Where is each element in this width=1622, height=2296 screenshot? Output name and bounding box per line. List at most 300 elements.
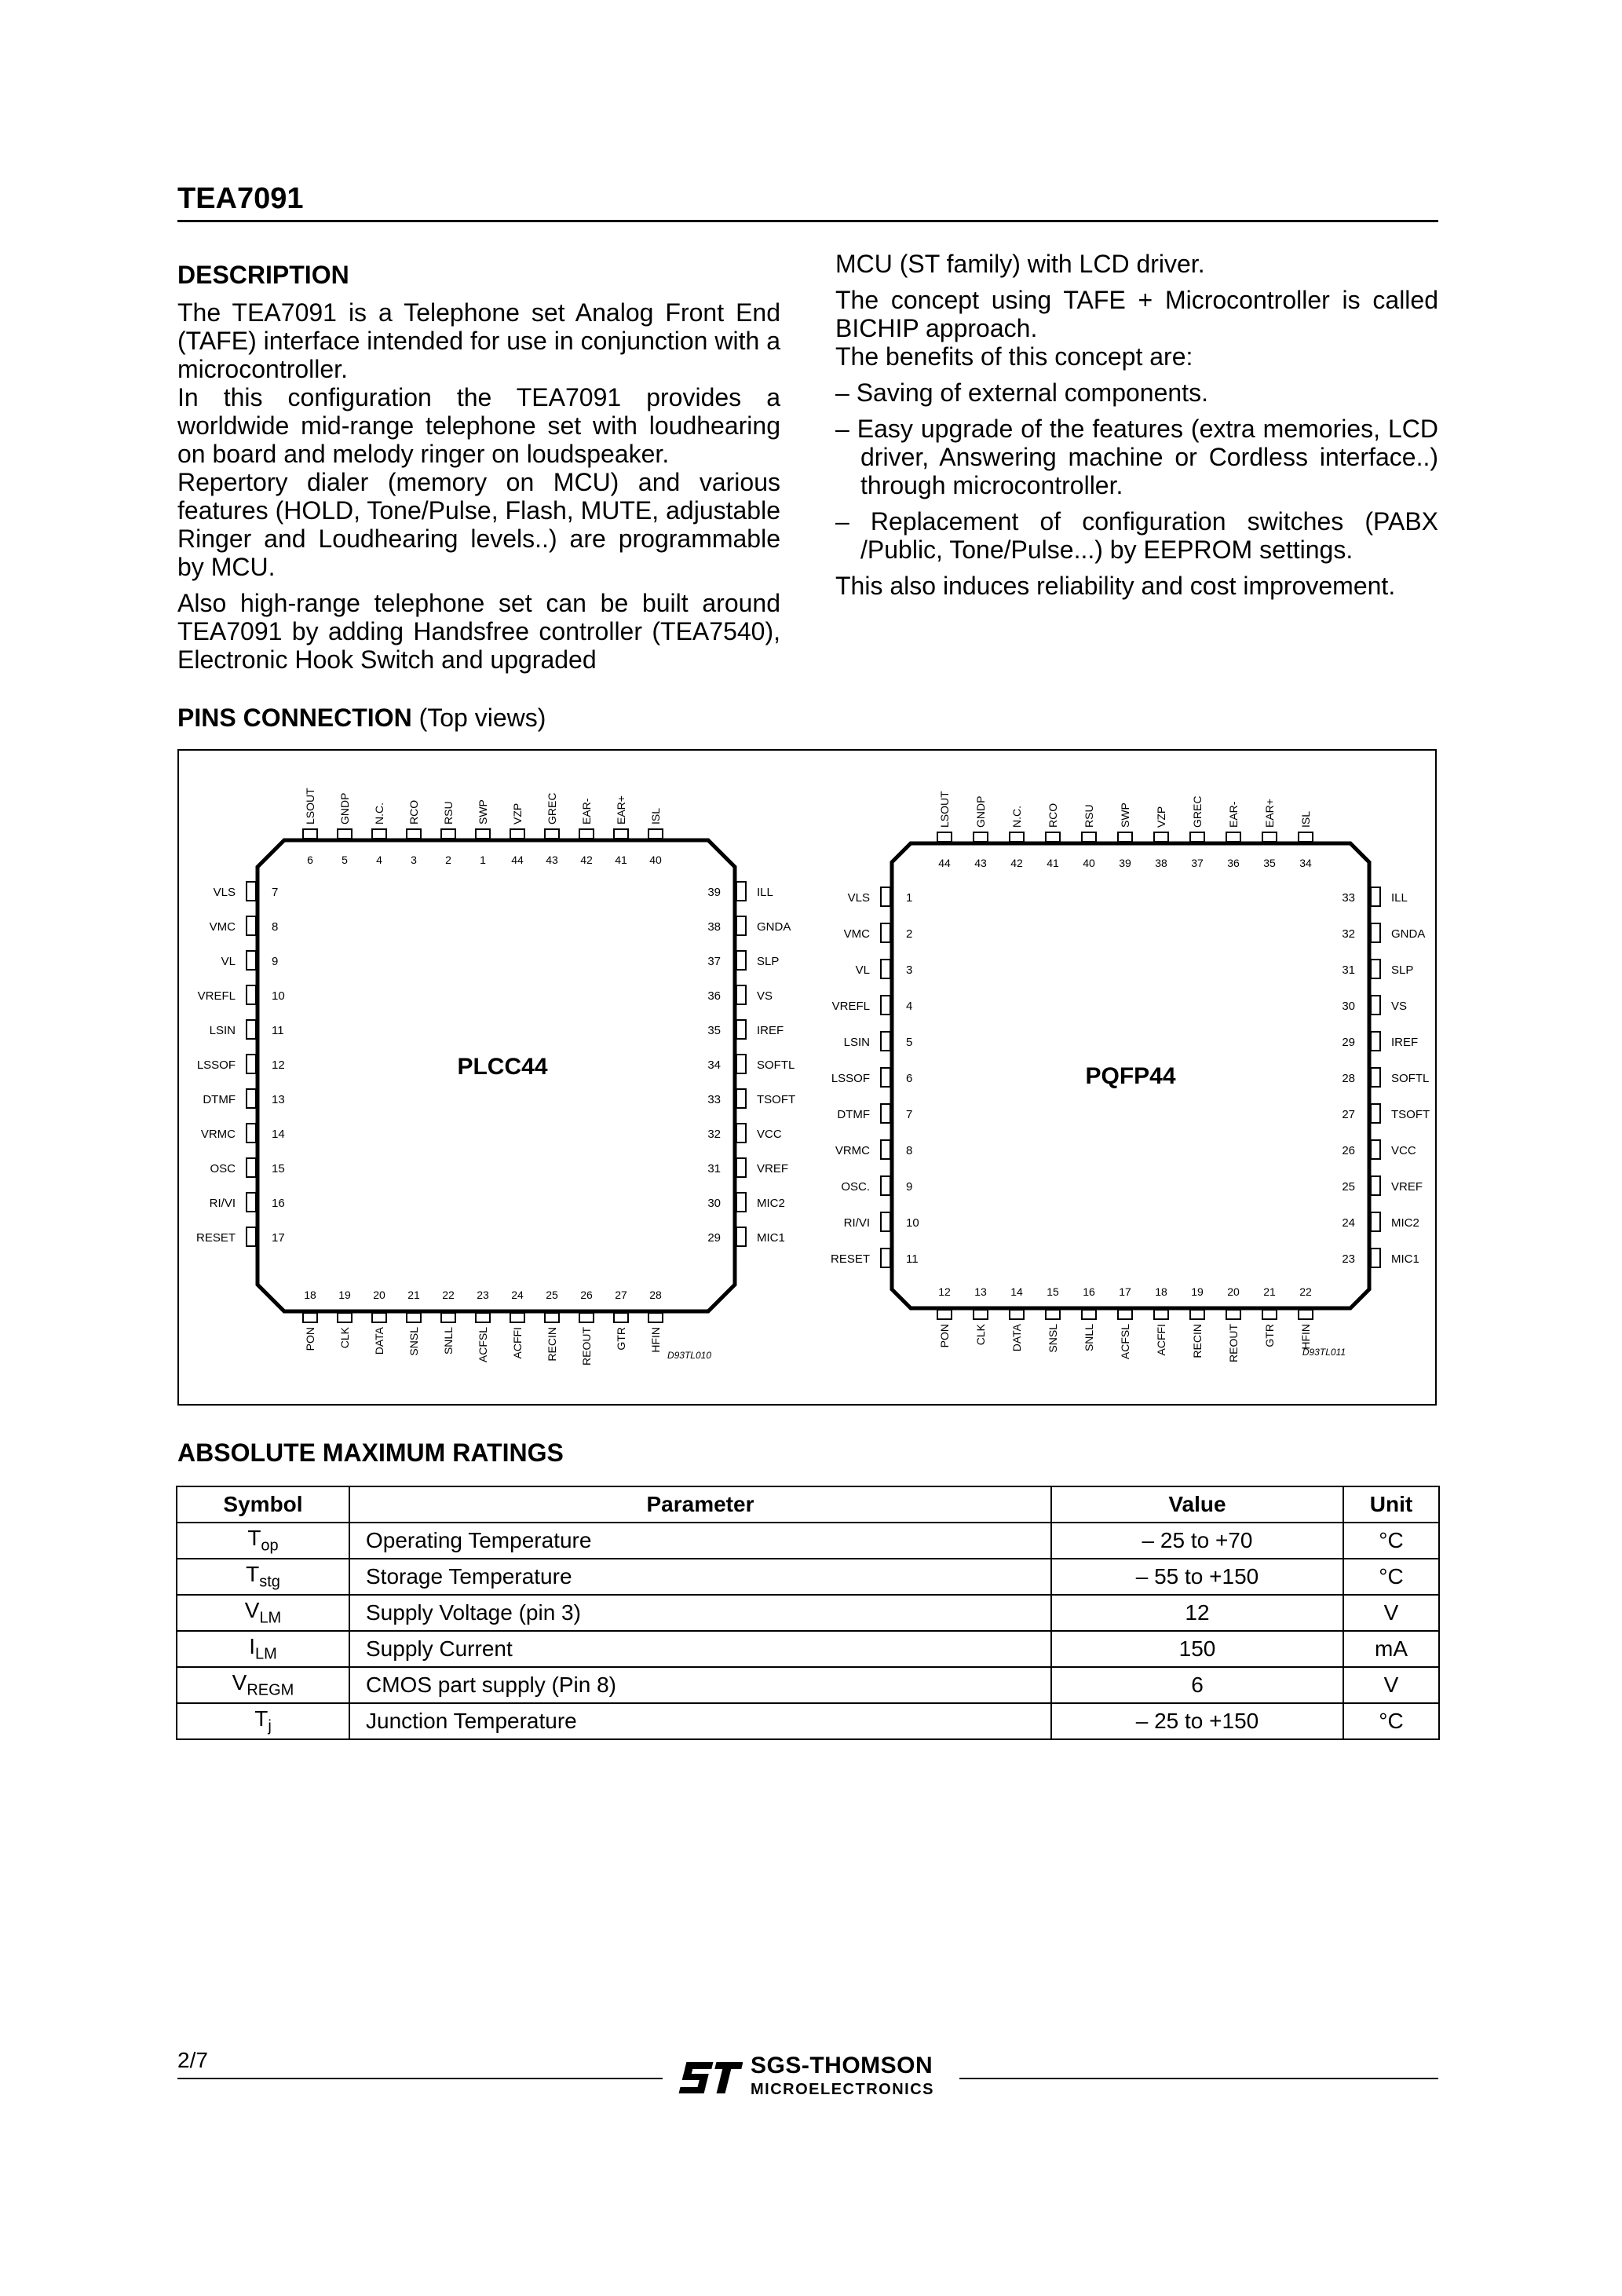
pin-name: PON [938, 1324, 951, 1348]
pin-lead [1190, 1310, 1204, 1319]
pin-number: 4 [376, 854, 382, 866]
symbol-cell: $V_{LM}$ [177, 1595, 349, 1631]
pin-lead [1371, 1212, 1380, 1231]
pin-name: N.C. [1010, 806, 1023, 828]
pin-number: 3 [411, 854, 417, 866]
pin-name: LSIN [209, 1024, 236, 1037]
pin-number: 32 [1342, 927, 1355, 941]
pin-lead [881, 1249, 890, 1267]
pin-number: 6 [906, 1072, 913, 1085]
pin-number: 3 [906, 963, 913, 977]
pin-number: 27 [615, 1289, 627, 1301]
chip-package-name: PLCC44 [457, 1054, 548, 1080]
pin-lead [614, 1313, 628, 1322]
document-title: TEA7091 [177, 182, 304, 215]
pin-name: LSOUT [304, 788, 316, 824]
pins-diagram [179, 751, 1435, 1404]
pin-name: GREC [1191, 795, 1204, 828]
pin-lead [1154, 1310, 1168, 1319]
pin-name: CLK [974, 1324, 987, 1346]
pin-name: VCC [757, 1128, 782, 1141]
pin-number: 36 [707, 989, 721, 1003]
ratings-header-row [177, 1486, 1439, 1523]
pin-number: 12 [272, 1058, 285, 1072]
chip-package-name: PQFP44 [1085, 1063, 1176, 1089]
unit-cell: °C [1343, 1559, 1439, 1595]
pin-number: 37 [1191, 857, 1204, 869]
pin-name: REOUT [1227, 1324, 1240, 1362]
pin-number: 32 [707, 1128, 721, 1141]
pin-number: 17 [1119, 1285, 1131, 1298]
ratings-table [176, 1486, 1440, 1740]
pin-lead [510, 1313, 524, 1322]
pin-number: 14 [272, 1128, 285, 1141]
pin-name: VLS [847, 891, 870, 905]
pin-lead [881, 1176, 890, 1195]
pin-lead [407, 1313, 421, 1322]
pin-lead [736, 1227, 746, 1246]
pin-lead [736, 1158, 746, 1177]
pin-name: GNDP [338, 792, 351, 824]
pin-lead [736, 951, 746, 970]
pin-lead [510, 829, 524, 839]
value-cell: – 55 to +150 [1051, 1559, 1343, 1595]
pin-lead [1371, 1140, 1380, 1159]
pin-number: 5 [342, 854, 348, 866]
pin-lead [1226, 832, 1240, 842]
pin-lead [247, 916, 256, 935]
pin-lead [441, 1313, 455, 1322]
description-paragraph: Also high-range telephone set can be built around TEA7091 by adding Handsfree controller (TEA7540), Electronic Hook Switch and upgraded [177, 589, 780, 674]
pin-name: GREC [546, 792, 558, 824]
st-logo-icon [677, 2057, 743, 2100]
pin-lead [1371, 996, 1380, 1015]
unit-cell: V [1343, 1667, 1439, 1703]
pin-name: LSSOF [831, 1072, 870, 1085]
pin-name: SNLL [1083, 1324, 1095, 1352]
pin-number: 8 [906, 1144, 913, 1157]
pin-name: VREFL [197, 989, 236, 1003]
pin-number: 11 [906, 1252, 919, 1266]
table-row [177, 1631, 1439, 1667]
value-cell: 150 [1051, 1631, 1343, 1667]
pin-number: 11 [272, 1024, 284, 1037]
pin-number: 23 [1342, 1252, 1355, 1266]
pin-name: OSC. [841, 1180, 870, 1194]
pin-name: VMC [843, 927, 870, 941]
pin-number: 23 [477, 1289, 489, 1301]
pin-name: VS [1391, 1000, 1408, 1013]
pin-number: 39 [1119, 857, 1131, 869]
pin-lead [881, 960, 890, 978]
column-header-symbol: Symbol [177, 1486, 349, 1523]
benefit-item: – Saving of external components. [835, 378, 1208, 407]
pin-name: EAR+ [1263, 799, 1276, 828]
pin-number: 9 [272, 955, 279, 968]
pin-number: 19 [338, 1289, 351, 1301]
pin-lead [1154, 832, 1168, 842]
description-paragraph: In this configuration the TEA7091 provides a worldwide mid-range telephone set with loudhearing on board and melody ringer on loudspeaker. [177, 383, 780, 468]
pin-number: 42 [580, 854, 593, 866]
pin-number: 15 [1047, 1285, 1059, 1298]
pin-name: LSIN [843, 1036, 870, 1049]
symbol-cell: $V_{REGM}$ [177, 1667, 349, 1703]
symbol-cell: $T_{op}$ [177, 1523, 349, 1559]
pin-number: 35 [1263, 857, 1276, 869]
page-number: 2/7 [177, 2048, 208, 2072]
value-cell: 12 [1051, 1595, 1343, 1631]
pin-lead [247, 985, 256, 1004]
pin-number: 38 [1155, 857, 1167, 869]
pin-lead [937, 1310, 952, 1319]
pin-lead [736, 882, 746, 901]
benefit-item: – Easy upgrade of the features (extra memories, LCD driver, Answering machine or Cordless interface..) through microcontroller. [835, 415, 1438, 499]
pin-lead [247, 1055, 256, 1073]
pin-lead [881, 1104, 890, 1123]
pin-number: 30 [1342, 1000, 1355, 1013]
pin-lead [1046, 1310, 1060, 1319]
pin-lead [303, 1313, 317, 1322]
pin-number: 21 [1263, 1285, 1276, 1298]
pins-diagram-frame [177, 749, 1437, 1406]
footer-rule-right [959, 2078, 1438, 2079]
parameter-cell: Storage Temperature [349, 1559, 1051, 1595]
pin-name: VL [221, 955, 236, 968]
pin-lead [1371, 960, 1380, 978]
pin-lead [736, 1193, 746, 1212]
pin-name: MIC1 [757, 1231, 785, 1245]
pin-name: PON [304, 1327, 316, 1351]
pin-name: LSOUT [938, 791, 951, 828]
description-paragraph: The TEA7091 is a Telephone set Analog Front End (TAFE) interface intended for use in conjunction with a microcontroller. [177, 298, 780, 383]
pin-number: 14 [1010, 1285, 1023, 1298]
brand-division: MICROELECTRONICS [751, 2081, 934, 2098]
pin-number: 35 [707, 1024, 721, 1037]
pin-number: 43 [546, 854, 558, 866]
pin-lead [303, 829, 317, 839]
parameter-cell: CMOS part supply (Pin 8) [349, 1667, 1051, 1703]
pin-number: 9 [906, 1180, 913, 1194]
pin-name: VZP [511, 803, 524, 824]
pin-number: 33 [707, 1093, 721, 1106]
pin-number: 4 [906, 1000, 913, 1013]
pin-number: 27 [1342, 1108, 1355, 1121]
pin-name: VMC [209, 920, 236, 934]
pins-heading-subtitle: (Top views) [418, 704, 546, 732]
pin-number: 7 [272, 886, 279, 899]
pin-name: RI/VI [209, 1197, 236, 1210]
pin-name: RECIN [546, 1327, 558, 1362]
pin-number: 28 [649, 1289, 662, 1301]
value-cell: 6 [1051, 1667, 1343, 1703]
pin-lead [545, 829, 559, 839]
parameter-cell: Supply Voltage (pin 3) [349, 1595, 1051, 1631]
pin-number: 6 [307, 854, 313, 866]
pin-number: 26 [580, 1289, 593, 1301]
pin-name: DTMF [203, 1093, 236, 1106]
value-cell: – 25 to +150 [1051, 1703, 1343, 1739]
pin-number: 37 [707, 955, 721, 968]
pin-number: 34 [707, 1058, 721, 1072]
pin-name: VREF [757, 1162, 789, 1175]
pin-name: OSC [210, 1162, 236, 1175]
pin-lead [1371, 1249, 1380, 1267]
pin-name: TSOFT [757, 1093, 796, 1106]
pin-number: 28 [1342, 1072, 1355, 1085]
pin-name: IREF [757, 1024, 784, 1037]
column-header-unit: Unit [1343, 1486, 1439, 1523]
pin-number: 10 [272, 989, 285, 1003]
pin-lead [1046, 832, 1060, 842]
pin-lead [407, 829, 421, 839]
pin-number: 16 [272, 1197, 285, 1210]
pin-lead [1082, 1310, 1096, 1319]
pin-number: 12 [938, 1285, 951, 1298]
pin-number: 7 [906, 1108, 913, 1121]
pin-lead [545, 1313, 559, 1322]
pin-name: DATA [373, 1327, 385, 1355]
parameter-cell: Supply Current [349, 1631, 1051, 1667]
pin-number: 13 [272, 1093, 285, 1106]
pin-name: VCC [1391, 1144, 1416, 1157]
pin-lead [338, 829, 352, 839]
pin-lead [247, 1158, 256, 1177]
pin-lead [1226, 1310, 1240, 1319]
pin-lead [247, 1089, 256, 1108]
pin-number: 36 [1227, 857, 1240, 869]
pin-number: 24 [511, 1289, 524, 1301]
pin-number: 8 [272, 920, 279, 934]
pin-lead [937, 832, 952, 842]
pin-name: VREF [1391, 1180, 1423, 1194]
pin-name: RESET [830, 1252, 870, 1266]
pin-name: EAR+ [615, 795, 627, 824]
pin-lead [974, 1310, 988, 1319]
pin-lead [1371, 1032, 1380, 1051]
pin-lead [247, 1020, 256, 1039]
pin-lead [736, 916, 746, 935]
pin-lead [247, 1193, 256, 1212]
pin-name: VREFL [831, 1000, 870, 1013]
column-header-value: Value [1051, 1486, 1343, 1523]
pin-lead [974, 832, 988, 842]
pin-name: EAR- [580, 798, 593, 824]
pin-name: ILL [1391, 891, 1408, 905]
pin-name: SNSL [1047, 1324, 1059, 1353]
pin-number: 40 [649, 854, 662, 866]
pin-name: RCO [407, 799, 420, 824]
pin-name: GNDA [1391, 927, 1426, 941]
pin-lead [372, 829, 386, 839]
pin-name: RECIN [1191, 1324, 1204, 1358]
pin-name: RSU [1083, 804, 1095, 828]
pin-number: 30 [707, 1197, 721, 1210]
pin-name: VLS [213, 886, 236, 899]
pin-lead [247, 1124, 256, 1143]
pin-name: N.C. [373, 803, 385, 824]
pin-lead [1262, 1310, 1277, 1319]
header-rule [177, 220, 1438, 222]
drawing-code: D93TL010 [667, 1350, 711, 1361]
pin-number: 34 [1299, 857, 1312, 869]
pin-name: SLP [757, 955, 780, 968]
pin-name: ISL [1299, 810, 1312, 828]
pin-name: VZP [1155, 806, 1167, 828]
pin-name: RSU [442, 801, 455, 824]
table-row [177, 1667, 1439, 1703]
pin-number: 39 [707, 886, 721, 899]
pin-number: 13 [974, 1285, 987, 1298]
pin-name: VL [855, 963, 870, 977]
pin-number: 41 [1047, 857, 1059, 869]
pin-number: 29 [1342, 1036, 1355, 1049]
pin-number: 44 [938, 857, 951, 869]
pin-lead [736, 985, 746, 1004]
pin-number: 2 [906, 927, 913, 941]
benefit-item: – Replacement of configuration switches (PABX /Public, Tone/Pulse...) by EEPROM settings. [835, 507, 1438, 564]
pin-number: 43 [974, 857, 987, 869]
description-right-column [835, 250, 1438, 608]
pin-number: 44 [511, 854, 524, 866]
pin-number: 31 [1342, 963, 1355, 977]
pin-name: GNDA [757, 920, 791, 934]
pin-name: SOFTL [757, 1058, 795, 1072]
pin-number: 5 [906, 1036, 913, 1049]
pin-number: 2 [445, 854, 451, 866]
pin-number: 31 [707, 1162, 721, 1175]
pin-name: MIC2 [1391, 1216, 1419, 1230]
pin-number: 29 [707, 1231, 721, 1245]
pin-number: 22 [442, 1289, 455, 1301]
description-closing: This also induces reliability and cost improvement. [835, 572, 1396, 600]
pin-name: HFIN [1299, 1324, 1312, 1350]
pin-lead [1371, 887, 1380, 906]
pin-name: MIC1 [1391, 1252, 1419, 1266]
pin-name: VRMC [200, 1128, 236, 1141]
pin-number: 19 [1191, 1285, 1204, 1298]
pin-name: MIC2 [757, 1197, 785, 1210]
pin-lead [736, 1124, 746, 1143]
pin-name: EAR- [1227, 801, 1240, 828]
unit-cell: °C [1343, 1703, 1439, 1739]
pin-name: SOFTL [1391, 1072, 1430, 1085]
column-header-parameter: Parameter [349, 1486, 1051, 1523]
pin-lead [1371, 923, 1380, 942]
pin-lead [1082, 832, 1096, 842]
parameter-cell: Junction Temperature [349, 1703, 1051, 1739]
symbol-cell: $I_{LM}$ [177, 1631, 349, 1667]
pin-name: SNSL [407, 1327, 420, 1356]
pin-name: ACFSL [1119, 1324, 1131, 1360]
description-left-column [177, 298, 780, 682]
pin-lead [1262, 832, 1277, 842]
symbol-cell: $T_j$ [177, 1703, 349, 1739]
pin-lead [881, 1032, 890, 1051]
pin-lead [614, 829, 628, 839]
pin-name: RESET [195, 1231, 236, 1245]
pin-lead [1118, 832, 1132, 842]
pin-lead [881, 996, 890, 1015]
footer-rule-left [177, 2078, 663, 2079]
pin-lead [881, 1212, 890, 1231]
pin-number: 25 [1342, 1180, 1355, 1194]
description-continuation: MCU (ST family) with LCD driver. [835, 250, 1205, 278]
pin-number: 25 [546, 1289, 558, 1301]
pin-name: RI/VI [843, 1216, 870, 1230]
pin-name: ACFSL [477, 1327, 489, 1363]
pin-name: GTR [1263, 1324, 1276, 1347]
pin-lead [1299, 832, 1313, 842]
pin-name: CLK [338, 1327, 351, 1349]
pin-name: SWP [477, 799, 489, 824]
pin-number: 40 [1083, 857, 1095, 869]
pin-number: 41 [615, 854, 627, 866]
pin-name: SWP [1119, 803, 1131, 828]
table-row [177, 1595, 1439, 1631]
pin-number: 20 [373, 1289, 385, 1301]
pin-lead [736, 1020, 746, 1039]
pin-number: 38 [707, 920, 721, 934]
pin-lead [1010, 832, 1024, 842]
pin-number: 42 [1010, 857, 1023, 869]
pin-name: DTMF [837, 1108, 870, 1121]
pin-lead [648, 1313, 663, 1322]
table-row [177, 1523, 1439, 1559]
pin-name: IREF [1391, 1036, 1419, 1049]
pin-lead [881, 1140, 890, 1159]
pin-name: VS [757, 989, 773, 1003]
pin-lead [441, 829, 455, 839]
pin-number: 20 [1227, 1285, 1240, 1298]
pin-number: 16 [1083, 1285, 1095, 1298]
brand-name: SGS-THOMSON [751, 2053, 933, 2078]
pin-lead [1118, 1310, 1132, 1319]
pin-name: REOUT [580, 1327, 593, 1366]
value-cell: – 25 to +70 [1051, 1523, 1343, 1559]
pin-lead [736, 1089, 746, 1108]
unit-cell: °C [1343, 1523, 1439, 1559]
pin-lead [1190, 832, 1204, 842]
pin-lead [247, 951, 256, 970]
pin-number: 1 [906, 891, 913, 905]
pin-lead [881, 887, 890, 906]
pin-lead [736, 1055, 746, 1073]
pin-lead [579, 829, 594, 839]
pin-number: 10 [906, 1216, 919, 1230]
unit-cell: mA [1343, 1631, 1439, 1667]
pin-name: GNDP [974, 795, 987, 828]
pin-name: ACFFI [511, 1327, 524, 1359]
description-heading: DESCRIPTION [177, 261, 349, 289]
pins-heading [177, 704, 546, 733]
drawing-code: D93TL011 [1302, 1347, 1346, 1358]
pin-name: LSSOF [196, 1058, 236, 1072]
pin-number: 33 [1342, 891, 1355, 905]
pin-lead [1010, 1310, 1024, 1319]
pin-number: 21 [407, 1289, 420, 1301]
pin-name: ACFFI [1155, 1324, 1167, 1356]
pin-name: HFIN [649, 1327, 662, 1353]
pin-lead [1371, 1176, 1380, 1195]
parameter-cell: Operating Temperature [349, 1523, 1051, 1559]
pin-lead [1371, 1068, 1380, 1087]
pin-lead [247, 882, 256, 901]
pin-name: SNLL [442, 1327, 455, 1355]
pin-lead [476, 1313, 490, 1322]
pin-lead [881, 923, 890, 942]
pin-number: 15 [272, 1162, 285, 1175]
symbol-cell: $T_{stg}$ [177, 1559, 349, 1595]
